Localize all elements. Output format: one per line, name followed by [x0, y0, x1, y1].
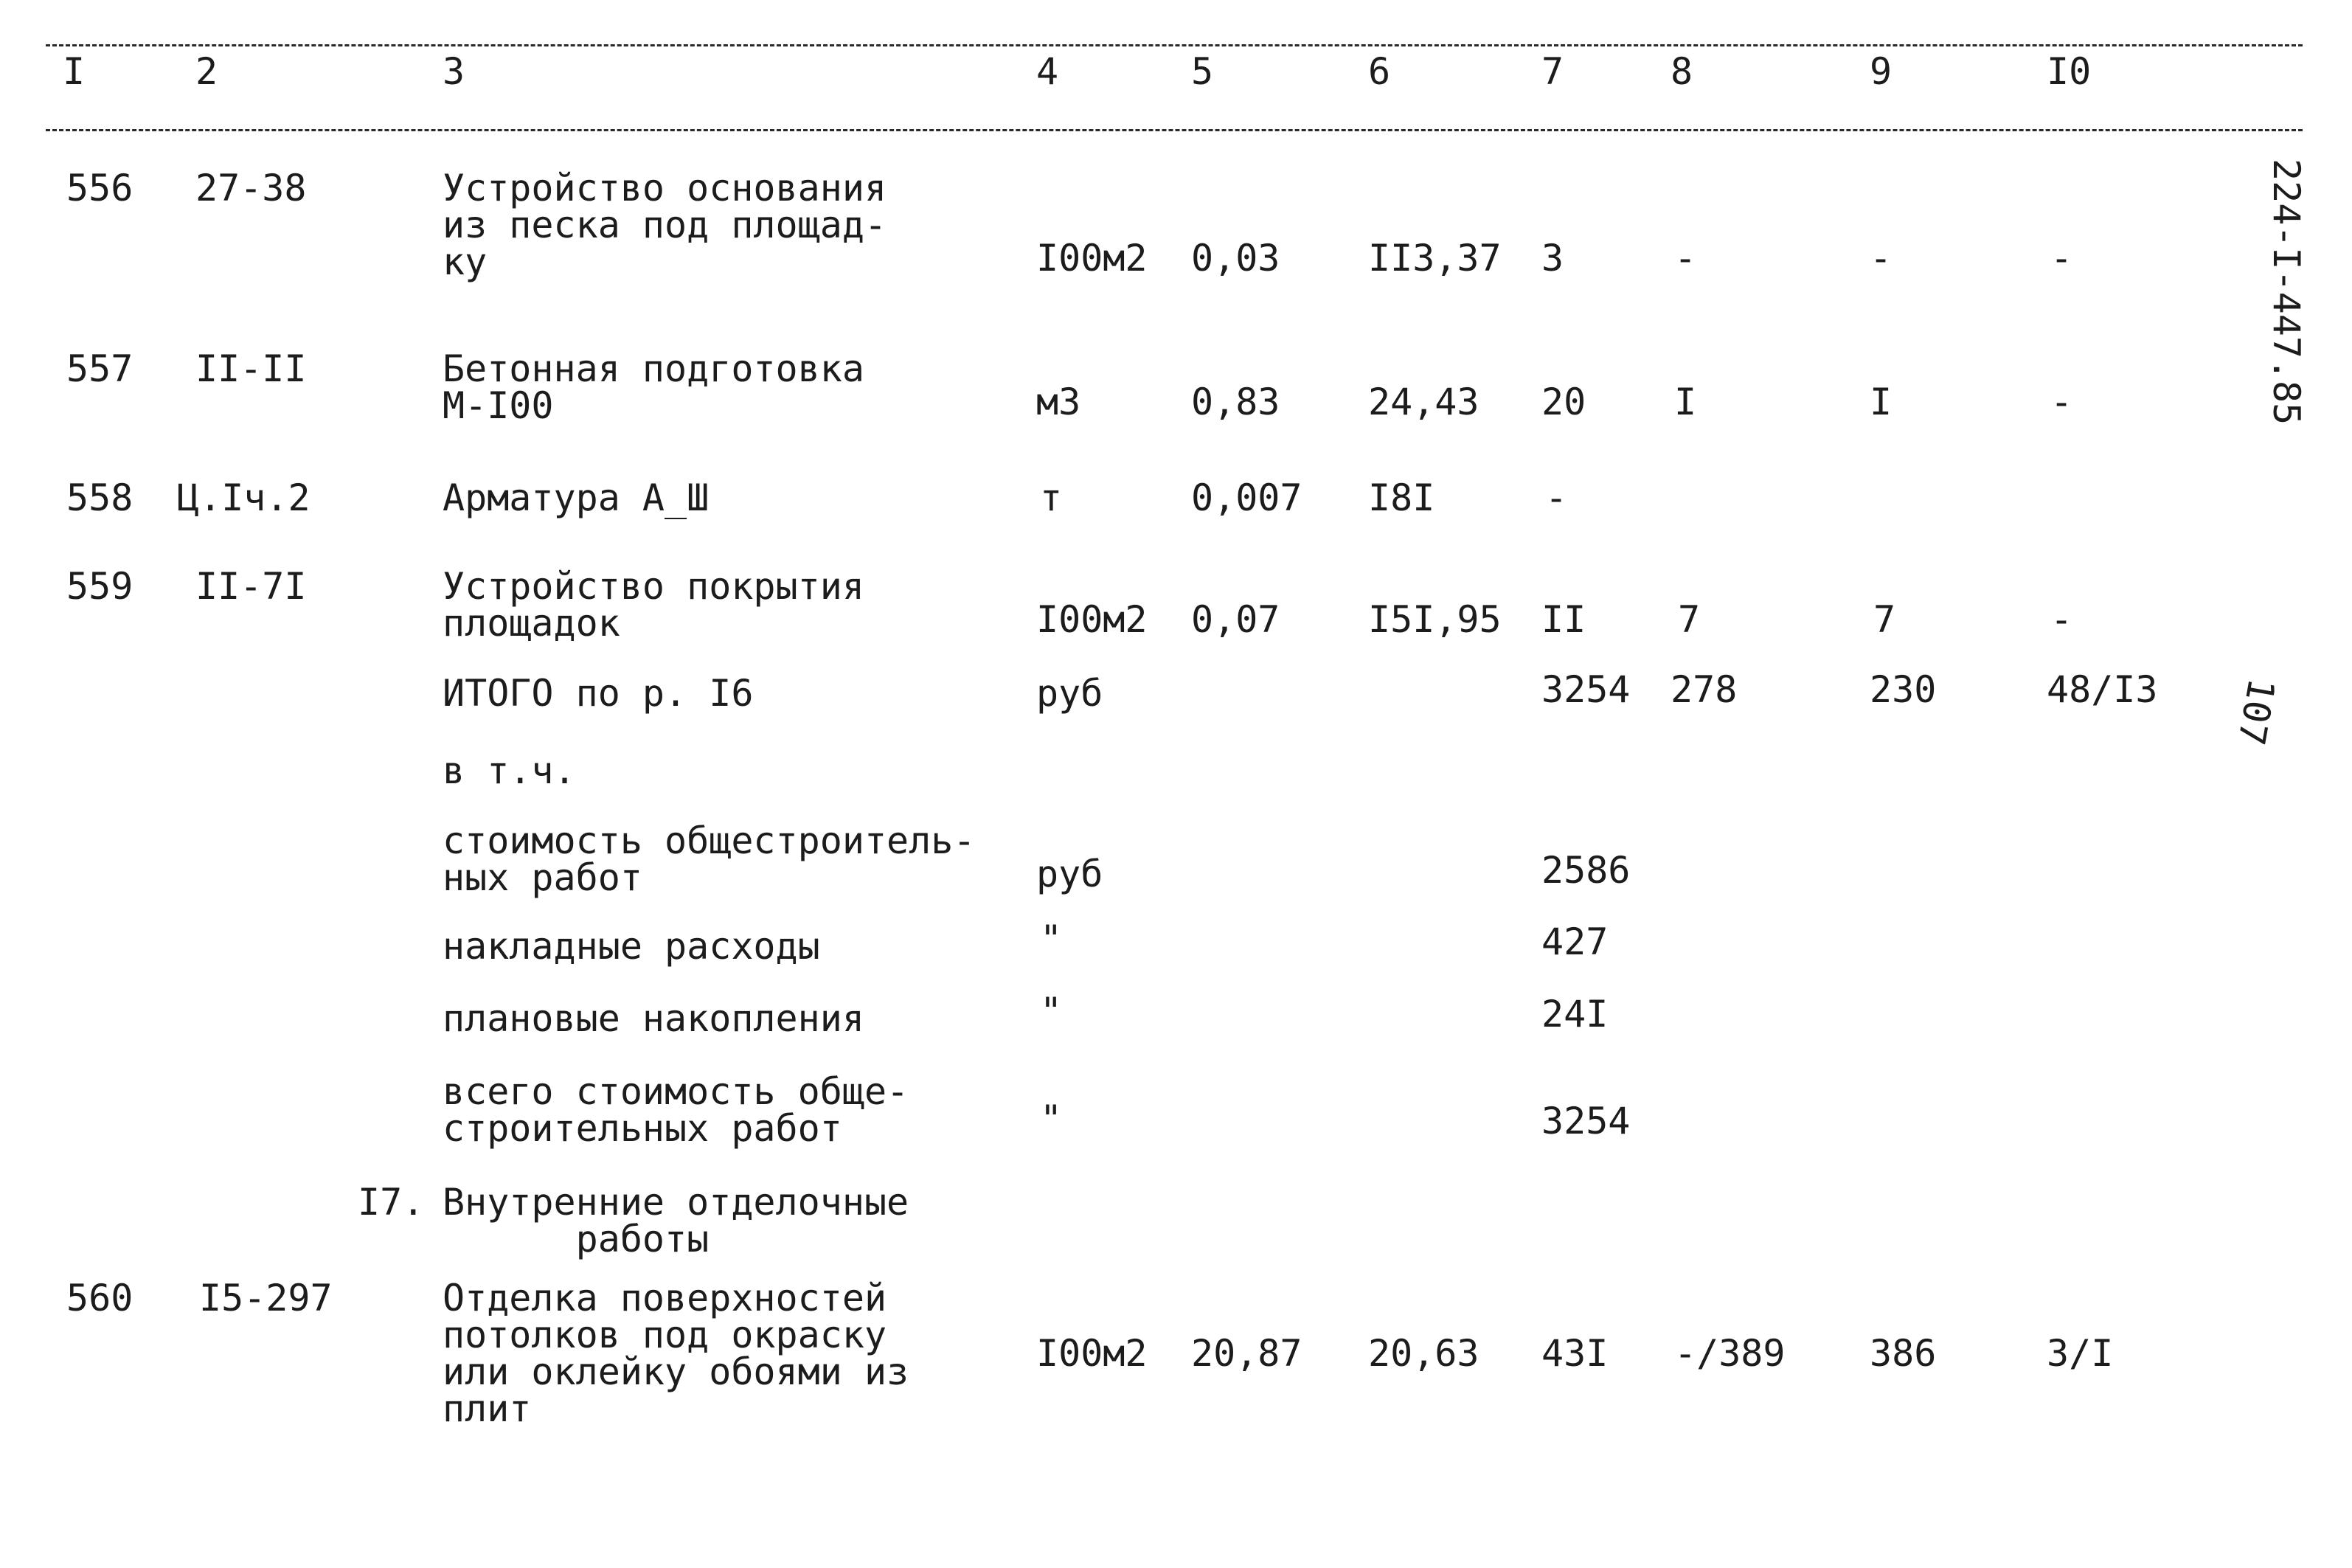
- summary-unit: ": [1040, 990, 1063, 1033]
- header-col-2: 2: [195, 50, 218, 93]
- row-code: I5-297: [199, 1277, 333, 1319]
- row-unit: т: [1040, 476, 1063, 519]
- row-price: II3,37: [1368, 237, 1502, 280]
- row-price: 24,43: [1368, 381, 1479, 423]
- summary-col7: 24I: [1541, 993, 1609, 1035]
- row-name: Бетонная подготовка М-I00: [443, 347, 864, 427]
- row-col10: 3/I: [2047, 1332, 2114, 1375]
- row-price: I8I: [1368, 476, 1435, 519]
- row-col10: -: [2050, 237, 2073, 280]
- header-col-5: 5: [1191, 50, 1214, 93]
- summary-unit: ": [1040, 1097, 1063, 1140]
- row-col7: II: [1541, 598, 1586, 641]
- row-col8: 7: [1678, 598, 1701, 641]
- row-col7: 43I: [1541, 1332, 1609, 1375]
- summary-col8: 278: [1671, 668, 1738, 711]
- row-code: II-II: [195, 347, 307, 390]
- row-qty: 0,03: [1191, 237, 1280, 280]
- summary-col7: 2586: [1541, 849, 1631, 892]
- summary-unit: руб: [1036, 853, 1103, 895]
- summary-label: накладные расходы: [443, 925, 820, 968]
- document-number: 224-I-447.85: [2265, 159, 2308, 426]
- row-col8: I: [1674, 381, 1697, 423]
- summary-unit: ": [1040, 917, 1063, 960]
- summary-label: ИТОГО по р. I6: [443, 672, 754, 715]
- row-code: 27-38: [195, 167, 307, 209]
- header-col-1: I: [63, 50, 86, 93]
- summary-label: стоимость общестроитель- ных работ: [443, 819, 976, 899]
- row-col10: -: [2050, 381, 2073, 423]
- top-rule: [46, 44, 2303, 46]
- summary-label: всего стоимость обще- строительных работ: [443, 1070, 909, 1150]
- row-name: Арматура А_Ш: [443, 476, 710, 519]
- row-name: Устройство основания из песка под площад- ку: [443, 167, 887, 283]
- row-col7: -: [1545, 476, 1568, 519]
- row-col9: 7: [1873, 598, 1896, 641]
- row-qty: 0,007: [1191, 476, 1302, 519]
- header-col-8: 8: [1671, 50, 1693, 93]
- summary-subheading: в т.ч.: [443, 749, 576, 792]
- row-number: 560: [66, 1277, 133, 1319]
- row-number: 556: [66, 167, 133, 209]
- row-number: 559: [66, 565, 133, 608]
- row-price: 20,63: [1368, 1332, 1479, 1375]
- row-qty: 0,07: [1191, 598, 1280, 641]
- row-name: Устройство покрытия площадок: [443, 565, 864, 645]
- row-unit: I00м2: [1036, 237, 1148, 280]
- row-unit: м3: [1036, 381, 1081, 423]
- row-unit: I00м2: [1036, 598, 1148, 641]
- header-col-3: 3: [443, 50, 465, 93]
- section-title: Внутренние отделочные работы: [443, 1181, 909, 1260]
- row-price: I5I,95: [1368, 598, 1502, 641]
- row-col9: -: [1870, 237, 1893, 280]
- row-qty: 20,87: [1191, 1332, 1302, 1375]
- row-code: Ц.Iч.2: [177, 476, 311, 519]
- row-qty: 0,83: [1191, 381, 1280, 423]
- summary-col7: 427: [1541, 920, 1609, 963]
- summary-col7: 3254: [1541, 668, 1631, 711]
- row-col7: 20: [1541, 381, 1586, 423]
- row-number: 557: [66, 347, 133, 390]
- row-code: II-7I: [195, 565, 307, 608]
- row-col9: I: [1870, 381, 1893, 423]
- page-number: 107: [2229, 675, 2283, 749]
- section-number: I7.: [358, 1181, 425, 1224]
- row-col8: -/389: [1674, 1332, 1786, 1375]
- header-col-9: 9: [1870, 50, 1893, 93]
- summary-unit: руб: [1036, 672, 1103, 715]
- summary-col9: 230: [1870, 668, 1937, 711]
- header-col-4: 4: [1036, 50, 1059, 93]
- row-name: Отделка поверхностей потолков под окраску или оклейку обоями из плит: [443, 1277, 909, 1430]
- header-col-7: 7: [1541, 50, 1564, 93]
- header-col-6: 6: [1368, 50, 1391, 93]
- row-number: 558: [66, 476, 133, 519]
- row-col9: 386: [1870, 1332, 1937, 1375]
- header-rule: [46, 129, 2303, 131]
- summary-col10: 48/I3: [2047, 668, 2158, 711]
- summary-col7: 3254: [1541, 1100, 1631, 1142]
- summary-label: плановые накопления: [443, 997, 864, 1040]
- row-col8: -: [1674, 237, 1697, 280]
- header-col-10: I0: [2047, 50, 2092, 93]
- row-col10: -: [2050, 598, 2073, 641]
- row-col7: 3: [1541, 237, 1564, 280]
- row-unit: I00м2: [1036, 1332, 1148, 1375]
